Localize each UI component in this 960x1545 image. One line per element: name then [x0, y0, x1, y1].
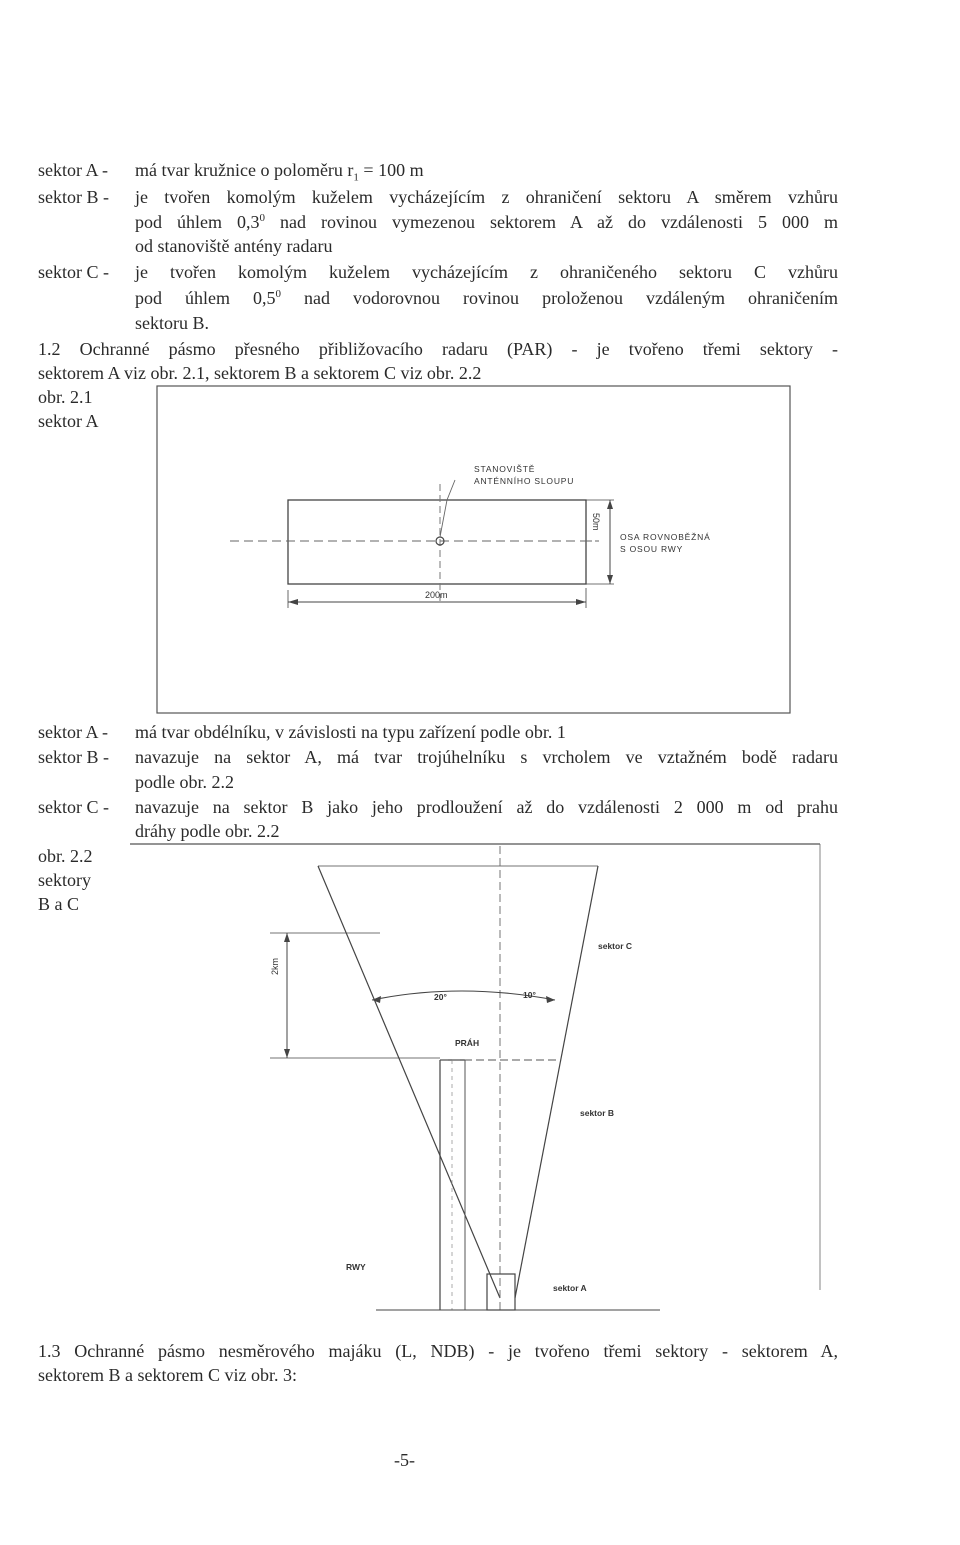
section-1-3-line1: 1.3 Ochranné pásmo nesměrového majáku (L, NDB) - je tvořeno třemi sektory - sektorem A, [38, 1341, 838, 1361]
section-1-3-line2: sektorem B a sektorem C viz obr. 3: [38, 1365, 297, 1385]
intro-sector-b-line2: pod úhlem $0,3^0$ nad rovinou vymezenou sektorem A až do vzdálenosti 5 000 m [135, 212, 838, 232]
label-station-line1: STANOVIŠTĚ [474, 464, 536, 474]
dimension-200m-label: 200m [425, 590, 448, 600]
intro-sector-c-line1: je tvořen komolým kuželem vycházejícím z ohraničeného sektoru C vzhůru [135, 262, 838, 282]
desc-sector-a-label: sektor A - [38, 722, 108, 742]
desc-sector-b-line2: podle obr. 2.2 [135, 772, 234, 792]
label-prah: PRÁH [455, 1038, 480, 1048]
desc-sector-c-line1: navazuje na sektor B jako jeho prodloužení až do vzdálenosti 2 000 m od prahu [135, 797, 838, 817]
intro-sector-c-label: sektor C - [38, 262, 109, 282]
figure-2-2-label-sektory: sektory [38, 870, 91, 890]
desc-sector-b-label: sektor B - [38, 747, 109, 767]
label-axis-line1: OSA ROVNOBĚŽNÁ [620, 532, 711, 542]
section-1-2-line2: sektorem A viz obr. 2.1, sektorem B a sektorem C viz obr. 2.2 [38, 363, 482, 383]
sector-b-right-line [515, 866, 598, 1298]
desc-sector-b-line1: navazuje na sektor A, má tvar trojúhelníku s vrcholem ve vztažném bodě radaru [135, 747, 838, 767]
label-angle-20: 20° [434, 992, 447, 1002]
label-sektor-b: sektor B [580, 1108, 615, 1118]
section-1-2-line1: 1.2 Ochranné pásmo přesného přibližovacího radaru (PAR) - je tvořeno třemi sektory - [38, 339, 838, 359]
figure-2-2-label-b-a-c: B a C [38, 894, 80, 914]
dimension-2km-label: 2km [270, 957, 280, 975]
figure-2-1-caption: sektor A [38, 411, 99, 431]
label-station-line2: ANTÉNNÍHO SLOUPU [474, 476, 575, 486]
figure-2-1-label: obr. 2.1 [38, 387, 93, 407]
label-sektor-c: sektor C [598, 941, 633, 951]
intro-sector-b-line1: je tvořen komolým kuželem vycházejícím z ohraničení sektoru A směrem vzhůru [135, 187, 838, 207]
intro-sector-a-text: má tvar kružnice o poloměru $r_1 = 100$ m [135, 160, 424, 184]
page-number: -5- [394, 1450, 415, 1470]
label-sektor-a: sektor A [553, 1283, 587, 1293]
intro-sector-c-line3: sektoru B. [135, 313, 209, 333]
dimension-50m-label: 50m [591, 513, 601, 531]
intro-sector-b-label: sektor B - [38, 187, 109, 207]
label-rwy: RWY [346, 1262, 366, 1272]
desc-sector-a-text: má tvar obdélníku, v závislosti na typu zařízení podle obr. 1 [135, 722, 566, 742]
sector-a-rectangle-small [487, 1274, 515, 1310]
sector-b-left-line [318, 866, 500, 1298]
figure-2-2-label: obr. 2.2 [38, 846, 93, 866]
intro-sector-c-line2: pod úhlem $0,5^0$ nad vodorovnou rovinou proloženou vzdáleným ohraničením [135, 288, 838, 308]
label-angle-10: 10° [523, 990, 536, 1000]
intro-sector-b-line3: od stanoviště antény radaru [135, 236, 333, 256]
label-axis-line2: S OSOU RWY [620, 544, 684, 554]
desc-sector-c-line2: dráhy podle obr. 2.2 [135, 821, 280, 841]
desc-sector-c-label: sektor C - [38, 797, 109, 817]
intro-sector-a-label: sektor A - [38, 160, 108, 180]
